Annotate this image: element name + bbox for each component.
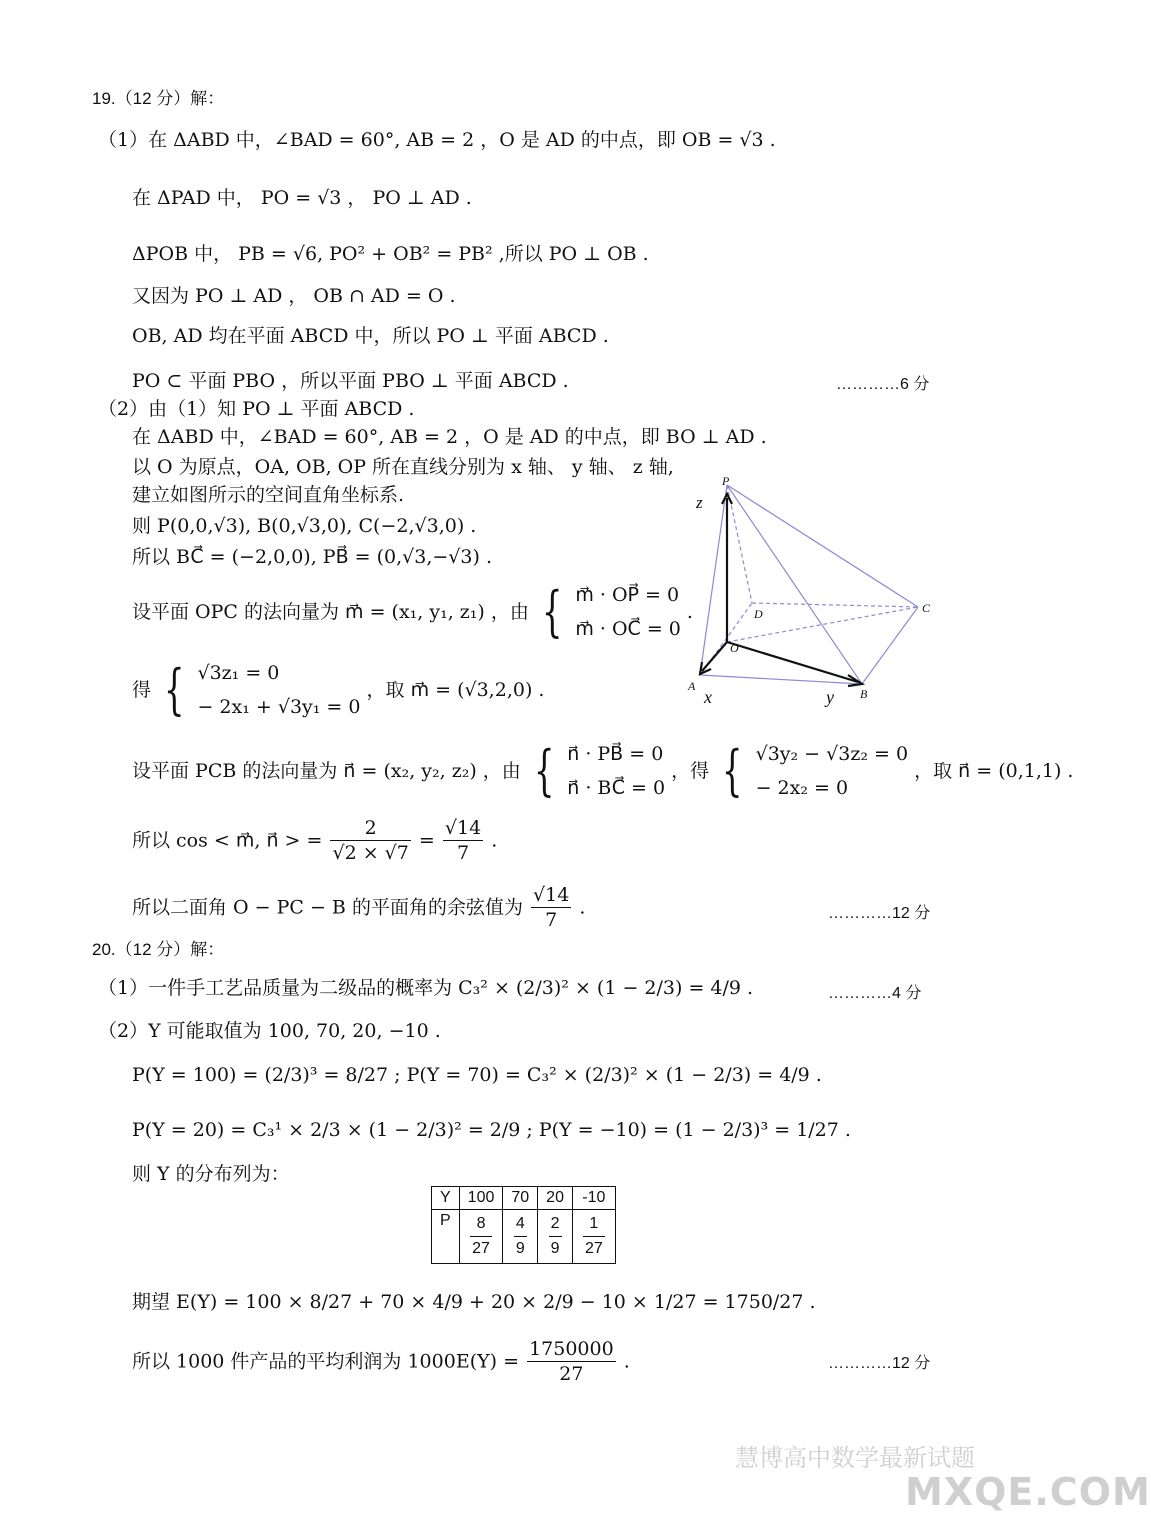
- q19-p2-line6: 所以 BC⃗ = (−2,0,0), PB⃗ = (0,√3,−√3) .: [132, 546, 492, 568]
- q19-cos-label: 所以 cos < m⃗, n⃗ > =: [132, 829, 323, 852]
- q19-system-m-solved-eq2: − 2x₁ + √3y₁ = 0: [197, 696, 361, 718]
- label-x: x: [704, 687, 712, 707]
- table-row: [432, 1187, 616, 1210]
- q20-p1-line: （1）一件手工艺品质量为二级品的概率为 C₃² × (2/3)² × (1 − 2/3) = 4/9 .: [98, 977, 754, 999]
- q19-system-m: [575, 578, 681, 646]
- distribution-table: [431, 1186, 616, 1264]
- table-cell: -10: [572, 1187, 615, 1210]
- q19-heading: 19.（12 分）解：: [92, 89, 225, 108]
- q19-p1-line6: PO ⊂ 平面 PBO ，所以平面 PBO ⊥ 平面 ABCD .: [132, 370, 569, 392]
- q19-p1-line3: ΔPOB 中， PB = √6, PO² + OB² = PB² ,所以 PO ⊥ OB .: [132, 243, 649, 265]
- q19-p2-line4: 建立如图所示的空间直角坐标系.: [132, 484, 405, 506]
- brace-icon: {: [163, 658, 185, 721]
- pyramid-figure: [680, 470, 950, 720]
- label-z: z: [696, 493, 703, 512]
- label-P: P: [722, 474, 730, 488]
- q19-p1-line2: 在 ΔPAD 中， PO = √3 ， PO ⊥ AD .: [132, 187, 472, 209]
- table-cell: $\frac{1}{27}$: [572, 1210, 615, 1264]
- watermark-logo: MXQE.COM: [905, 1470, 1151, 1514]
- q19-p1-line1: （1）在 ΔABD 中，∠BAD = 60°, AB = 2 ，O 是 AD 的中点，即 OB = √3 .: [98, 129, 776, 151]
- table-header-p: P: [432, 1210, 460, 1264]
- q19-p2-line10: 所以 cos < m⃗, n⃗ > = $\frac{2}{√2 \times √7}$ = $\frac{√14}{7}$ .: [132, 817, 498, 864]
- q19-p1-score: …………6 分: [836, 376, 930, 393]
- q20-profit-fraction: $\frac{1750000}{27}$: [529, 1338, 614, 1385]
- q19-p2-line9-text: 设平面 PCB 的法向量为 n⃗ = (x₂, y₂, z₂) ，由: [132, 760, 521, 782]
- q19-system-n: [567, 737, 665, 805]
- q19-system-n-solved-eq2: − 2x₂ = 0: [755, 777, 849, 799]
- q19-p2-line3: 以 O 为原点，OA, OB, OP 所在直线分别为 x 轴、 y 轴、 z 轴,: [132, 456, 674, 478]
- q19-system-n-eq2: n⃗ · BC⃗ = 0: [567, 777, 666, 799]
- q19-p1-line5: OB, AD 均在平面 ABCD 中，所以 PO ⊥ 平面 ABCD .: [132, 325, 609, 347]
- q19-system-n-solved: [756, 737, 908, 805]
- table-row: [432, 1210, 616, 1264]
- y-axis: [727, 642, 858, 682]
- q19-conclusion-fraction: $\frac{√14}{7}$: [533, 884, 570, 931]
- label-C: C: [922, 601, 931, 615]
- q19-p2-score: …………12 分: [828, 905, 931, 922]
- q19-conclusion-text: 所以二面角 O − PC − B 的平面角的余弦值为: [132, 896, 523, 919]
- watermark-text: 慧博高中数学最新试题: [735, 1444, 975, 1472]
- label-D: D: [754, 607, 763, 621]
- edge-dc: [752, 603, 918, 607]
- table-cell: $\frac{2}{9}$: [538, 1210, 573, 1264]
- label-y: y: [826, 687, 834, 707]
- q19-p2-line8-result: ，取 m⃗ = (√3,2,0) .: [366, 679, 545, 701]
- q20-p2-score: …………12 分: [828, 1355, 931, 1372]
- edge-bc: [862, 607, 918, 684]
- q20-p2-line2: P(Y = 100) = (2/3)³ = 8/27 ; P(Y = 70) = C₃² × (2/3)² × (1 − 2/3) = 4/9 .: [132, 1064, 822, 1086]
- q20-profit-text: 所以 1000 件产品的平均利润为 1000E(Y) =: [132, 1350, 520, 1373]
- q19-p2-line11: 所以二面角 O − PC − B 的平面角的余弦值为 $\frac{√14}{7}$ .: [132, 884, 586, 931]
- q19-p2-line7-text: 设平面 OPC 的法向量为 m⃗ = (x₁, y₁, z₁) ，由: [132, 601, 529, 623]
- table-cell: 20: [538, 1187, 573, 1210]
- q19-system-m-solved-eq1: √3z₁ = 0: [197, 662, 280, 684]
- brace-icon: {: [533, 739, 555, 802]
- q19-system-m-eq2: m⃗ · OC⃗ = 0: [575, 618, 681, 640]
- q19-system-n-solved-eq1: √3y₂ − √3z₂ = 0: [755, 743, 909, 765]
- q19-p2-line7: 设平面 OPC 的法向量为 m⃗ = (x₁, y₁, z₁) ，由 { m⃗ · OP⃗ = 0 m⃗ · OC⃗ = 0 .: [132, 578, 693, 646]
- q19-p2-line8-text: 得: [132, 679, 152, 701]
- table-header-y: Y: [432, 1187, 460, 1210]
- x-axis: [702, 642, 727, 671]
- q19-cos-fraction: $\frac{2}{√2 \times √7}$: [332, 817, 409, 864]
- q19-system-m-eq1: m⃗ · OP⃗ = 0: [575, 584, 680, 606]
- q20-p2-line1: （2）Y 可能取值为 100, 70, 20, −10 .: [98, 1020, 441, 1042]
- brace-icon: {: [722, 739, 743, 802]
- q19-p2-line9-result: ，取 n⃗ = (0,1,1) .: [914, 760, 1074, 782]
- q20-p2-line3: P(Y = 20) = C₃¹ × 2/3 × (1 − 2/3)² = 2/9 ; P(Y = −10) = (1 − 2/3)³ = 1/27 .: [132, 1119, 851, 1141]
- label-A: A: [688, 679, 696, 693]
- q19-p2-line9-then: ，得: [671, 760, 710, 782]
- q19-p2-line9: [132, 737, 1073, 805]
- edge-pb: [727, 485, 862, 684]
- brace-icon: {: [541, 580, 563, 643]
- table-cell: 70: [503, 1187, 538, 1210]
- q19-system-m-solved: [197, 656, 360, 724]
- label-B: B: [860, 687, 868, 701]
- q19-p2-line5: 则 P(0,0,√3), B(0,√3,0), C(−2,√3,0) .: [132, 515, 477, 537]
- q20-heading: 20.（12 分）解：: [92, 940, 225, 959]
- q20-p2-line6: 所以 1000 件产品的平均利润为 1000E(Y) = $\frac{1750000}{27}$ .: [132, 1338, 630, 1385]
- label-O: O: [730, 641, 739, 655]
- q19-p1-line4: 又因为 PO ⊥ AD ， OB ∩ AD = O .: [132, 285, 456, 307]
- q19-p2-line2: 在 ΔABD 中，∠BAD = 60°, AB = 2 ，O 是 AD 的中点，即 BO ⊥ AD .: [132, 426, 767, 448]
- q19-system-n-eq1: n⃗ · PB⃗ = 0: [567, 743, 664, 765]
- q20-expectation: 期望 E(Y) = 100 × 8/27 + 70 × 4/9 + 20 × 2/9 − 10 × 1/27 = 1750/27 .: [132, 1291, 816, 1313]
- table-cell: 100: [459, 1187, 503, 1210]
- q19-p2-line8: [132, 656, 544, 724]
- q19-cos-value: $\frac{√14}{7}$: [444, 817, 482, 864]
- edge-pc: [727, 485, 918, 607]
- q19-p2-line1: （2）由（1）知 PO ⊥ 平面 ABCD .: [98, 398, 415, 420]
- q20-p2-line4: 则 Y 的分布列为：: [132, 1163, 290, 1185]
- q20-p1-score: …………4 分: [828, 985, 922, 1002]
- table-cell: $\frac{8}{27}$: [459, 1210, 503, 1264]
- table-cell: $\frac{4}{9}$: [503, 1210, 538, 1264]
